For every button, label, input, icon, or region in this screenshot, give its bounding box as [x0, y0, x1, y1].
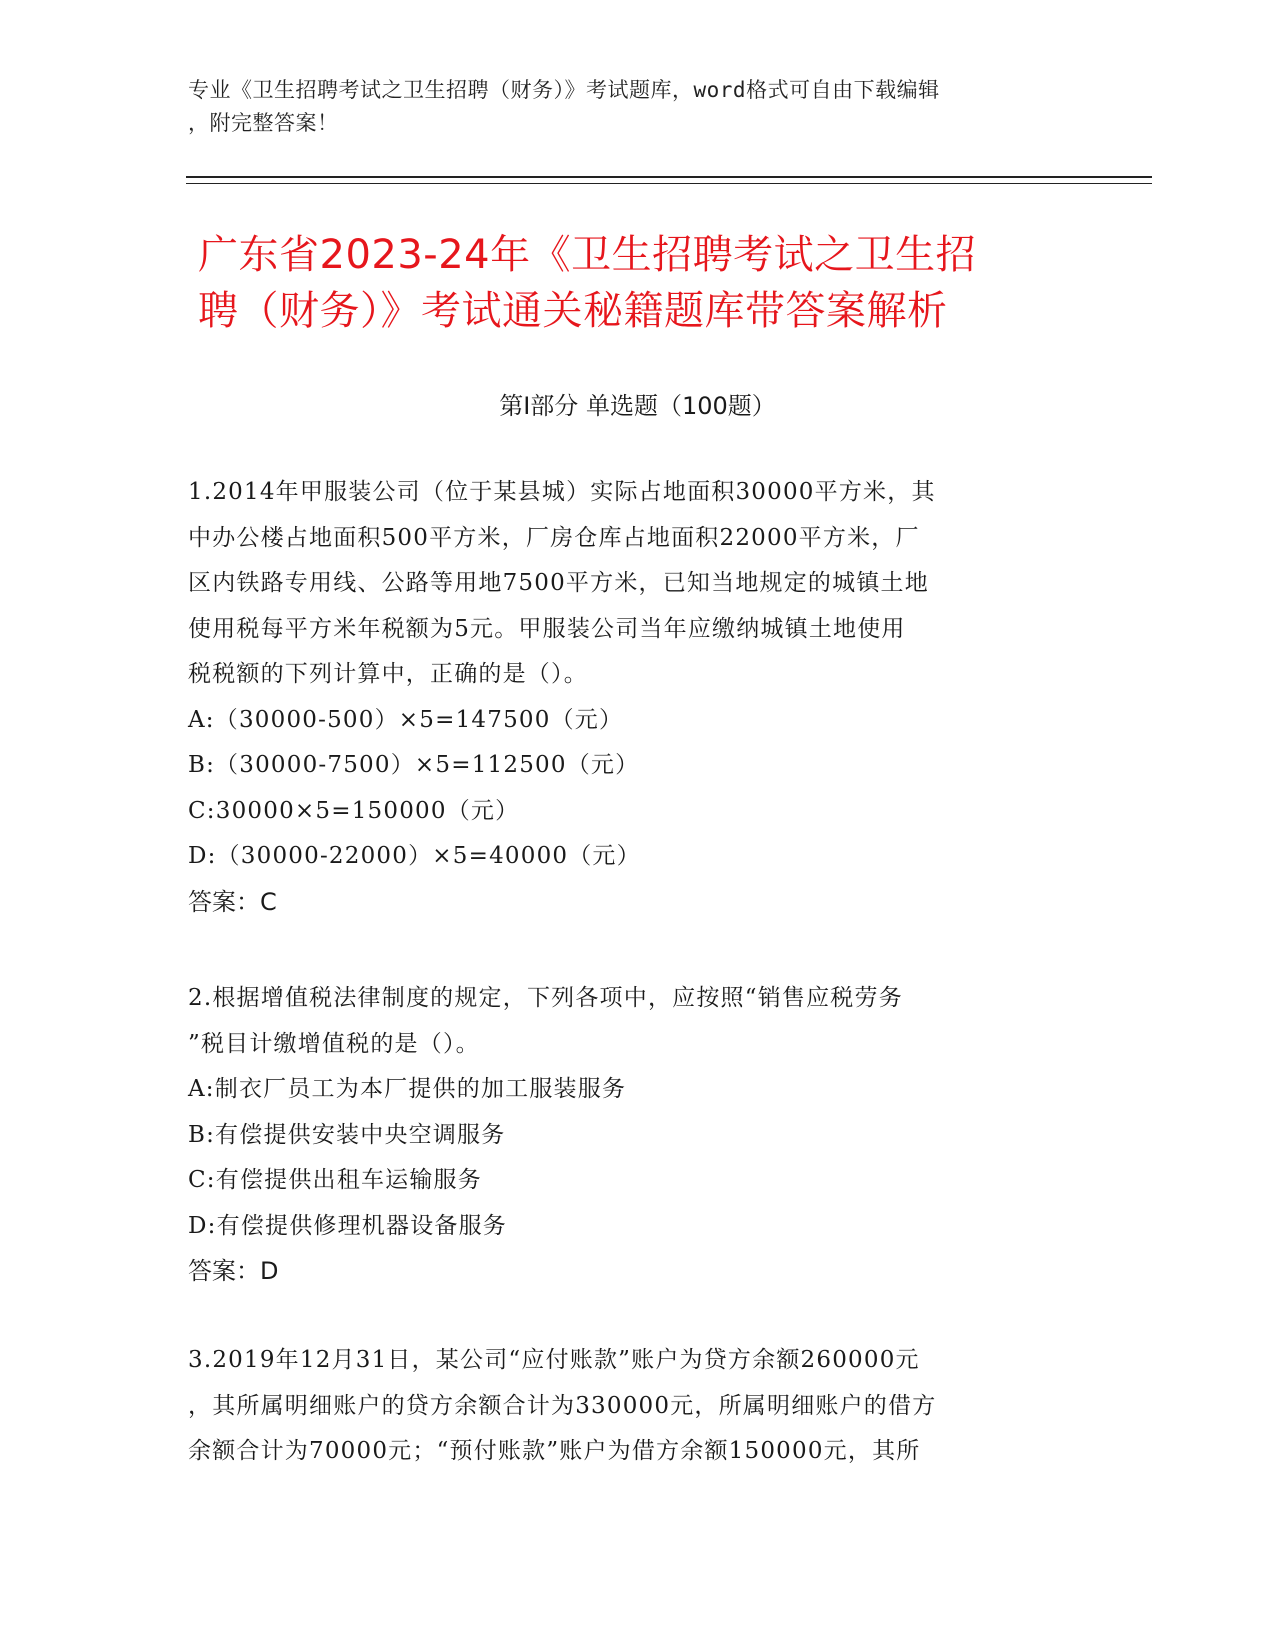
- document-title: 广东省2023-24年《卫生招聘考试之卫生招 聘（财务）》考试通关秘籍题库带答案解析: [198, 232, 977, 334]
- header-note: 专业《卫生招聘考试之卫生招聘（财务）》考试题库，word格式可自由下载编辑 ，附完整答案！: [188, 78, 940, 135]
- option-d: D:有偿提供修理机器设备服务: [188, 1212, 507, 1239]
- option-c: C:30000×5=150000（元）: [188, 797, 520, 824]
- question-stem: 1.2014年甲服装公司（位于某县城）实际占地面积30000平方米，其 中办公楼占地面积500平方米，厂房仓库占地面积22000平方米，厂 区内铁路专用线、公路等用地7500平方米，已知当地规定的城镇土地 使用税每平方米年税额为5元。甲服装公司当年应缴纳城镇土地使用 税税额的下列计算中，正确的是（）。: [188, 479, 936, 687]
- question-1: [188, 470, 1078, 925]
- section-heading: 第I部分 单选题（100题）: [499, 392, 776, 420]
- question-stem: 2.根据增值税法律制度的规定，下列各项中，应按照“销售应税劳务 ”税目计缴增值税的是（）。: [188, 985, 903, 1057]
- question-stem: 3.2019年12月31日，某公司“应付账款”账户为贷方余额260000元 ，其所属明细账户的贷方余额合计为330000元，所属明细账户的借方 余额合计为70000元；“预付账款”账户为借方余额150000元，其所: [188, 1347, 937, 1464]
- answer: 答案：D: [188, 1257, 279, 1285]
- question-2: [188, 976, 1078, 1295]
- option-b: B:（30000-7500）×5=112500（元）: [188, 752, 640, 778]
- option-c: C:有偿提供出租车运输服务: [188, 1167, 482, 1193]
- option-d: D:（30000-22000）×5=40000（元）: [188, 843, 641, 869]
- question-3: [188, 1338, 1078, 1475]
- option-b: B:有偿提供安装中央空调服务: [188, 1121, 506, 1148]
- header-rule-thin: [186, 183, 1152, 184]
- option-a: A:（30000-500）×5=147500（元）: [188, 706, 624, 733]
- header-rule-thick: [186, 176, 1152, 178]
- option-a: A:制衣厂员工为本厂提供的加工服装服务: [188, 1076, 627, 1102]
- answer: 答案：C: [188, 887, 277, 916]
